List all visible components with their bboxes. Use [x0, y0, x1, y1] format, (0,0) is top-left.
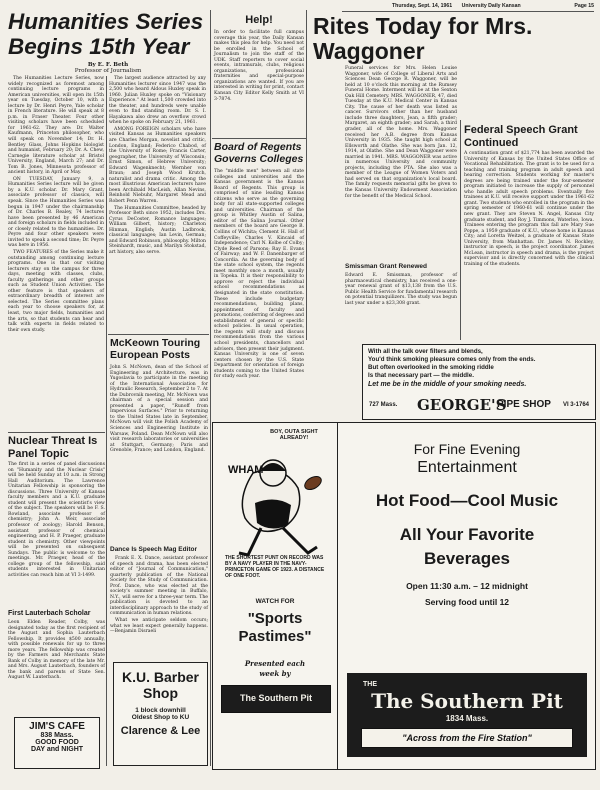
sports-title-1: "Sports	[247, 610, 303, 627]
regents-headline: Board of Regents Governs Colleges	[214, 141, 304, 165]
barber-title: K.U. Barber Shop	[121, 669, 200, 701]
sports-pastimes-panel	[213, 423, 338, 769]
southern-pit-ad	[212, 422, 596, 770]
jims-cafe-ad	[14, 717, 100, 769]
player-leg-2	[239, 528, 261, 555]
presented-each: Presented each	[244, 659, 306, 668]
nuclear-rule	[8, 432, 105, 433]
nuclear-headline: Nuclear Threat Is Panel Topic	[8, 435, 98, 460]
ent-line-5: Beverages	[423, 549, 510, 568]
humanities-col-1	[8, 76, 104, 429]
pit-address: 1834 Mass.	[445, 714, 489, 723]
ent-line-3: Hot Food—Cool Music	[375, 491, 559, 510]
pit-big-name: The Southern Pit	[371, 689, 563, 713]
dance-text: Frank E. X. Dance, assistant professor of speech and drama, has been elected editor of "Journal of Communication," quarterly publication of the National Society for the Study of Communication. Prof. Dance, who was elected at the society's summer meeting in Buffalo, N.Y., will serve for a three-year term. The publication is devoted to an interdisciplinary approach to the study of communication in human relations.	[110, 556, 208, 617]
pit-serving: Serving food until 12	[424, 597, 510, 607]
col-rule-4	[460, 120, 461, 340]
mckeown-headline: McKeown Touring European Posts	[110, 337, 201, 361]
george-line2: You'd think smoking pleasure comes only from the ends.	[368, 356, 536, 363]
header-paper: University Daily Kansan	[461, 3, 521, 9]
george-address: 727 Mass.	[369, 402, 398, 408]
george-name: GEORGE'S	[417, 396, 507, 414]
southern-pit-logo	[347, 673, 587, 757]
dance-quote: What we anticipate seldom occurs; what we least expect generally happens.—Benjamin Disraeli	[110, 618, 208, 635]
player-jersey	[255, 499, 291, 528]
lauterbach-body: Leon Elden Reader, Colby, was designated today as the first recipient of the August and Sophia Lauterbach Fellowship. It provides $500 annually, with possible renewals for up to three more years. The fellowship was created by the Farmers and Merchants State Bank of Colby in memory of the late Mr. and Mrs. August Lauterbach, founders of the bank and parents of State Sen. August W. Lauterbach.	[8, 620, 105, 681]
sports-title-2: Pastimes"	[238, 628, 312, 645]
dance-headline: Dance Is Speech Mag Editor	[110, 546, 198, 553]
smissman-body: Edward E. Smissman, professor of pharmaceutical chemistry, has received a one-year renewal grant of $13,138 from the U.S. Public Health Service for fundamental research on potential tranquilizers. The study was begun last year under a $23,308 grant.	[345, 273, 457, 306]
col-rule-2	[210, 10, 211, 766]
barber-line2: Oldest Shop to KU	[131, 714, 190, 721]
federal-headline: Federal Speech Grant Continued	[464, 124, 578, 149]
barber-line3: Clarence & Lee	[120, 725, 201, 737]
week-by: week by	[259, 669, 291, 678]
george-phone: VI 3-1764	[562, 402, 589, 408]
pit-across: "Across from the Fire Station"	[402, 733, 532, 743]
help-rule	[212, 138, 306, 139]
byline-name: By E. F. Beth	[87, 62, 129, 68]
mckeown-body: John S. McNown, dean of the School of Engineering and Architecture, was in Yugoslavia to participate in the meeting of the International Association for Hydraulic Research, September 2 to 7. At the Dubrovnik meeting, Mr. McNown was chairman of a special session and presented a paper, "Runoff from Impervious Surfaces." Prior to returning to the United States late in September, McNown will visit the Polish Academy of Sciences and Engineering Institute in Warsaw, Poland. Dean McNown will also visit research laboratories or universities at Stuttgart, Germany; Paris and Grenoble, France; and London, England.	[110, 365, 208, 454]
humanities-headline: Humanities Series Begins 15th Year	[8, 9, 204, 59]
georges-pipe-shop-ad	[362, 344, 596, 420]
george-line1: With all the talk over filters and blends,	[368, 348, 483, 355]
jims-title: JIM'S CAFE	[29, 721, 85, 732]
player-leg	[283, 528, 317, 553]
humanities-body-3: TWO FEATURES of the Series make it outstanding among continuing lecture programs. One is that our visiting lecturers stay on the campus for three days, meeting with classes, clubs, faculty gatherings and other groups such as Student Union Activities. The other feature is that speakers of extraordinary breadth of interest are selected. The Series committee plans each year to choose speakers for, at least, two major fields, humanities and the arts, so that students can hear and talk with experts in fields related to their own study.	[8, 249, 104, 333]
federal-body: A continuation grant of $21,774 has been awarded the University of Kansas by the United States Office of Vocational Rehabilitation. The grant is to be used for a teaching and training program in adult speech and hearing correction. Students working for master's degrees are being trained under the four-semester program initiated to increase the supply of personnel who handle adult speech problems. Eventually five trainees at K.U. will receive support under the 1961-62 grant. Two students who enrolled in the program in the spring semester of 1960-61 will continue under the new grant. They are Steven N. Angel, Kansas City graduate student, and Roy J. Timmons, Waterloo, Iowa. Trainees entering the program this fall are Mary Sue Poppe, a 1959 graduate of K.U., whose home is Kansas City; and Loretta Weitzel, a graduate of Kansas State University, from Manhattan. Dr. James N. Rockley, instructor in speech, is the project coordinator. James McLean, instructor in speech and drama, is the project supervisor and is directly concerned with the clinical training of the students.	[464, 151, 594, 267]
dance-body	[110, 556, 208, 635]
page-header	[392, 3, 594, 11]
ent-line-2: Entertainment	[417, 459, 517, 476]
humanities-body-2: ON TUESDAY, January 9, a Humanities Series lecture will be given by a K.U. scholar. Dr. Mary Grant, associate professor of classics, will speak. Since the Humanities Series was begun in 1947 under the chairmanship of Dr. Charles B. Realey, 74 lectures have been presented by 46 American and foreign scholars in fields included in or closely related to the humanities. Dr. Peyre and four other speakers were invited to speak a second time; Dr. Peyre was here in 1956.	[8, 176, 104, 249]
col-rule-1	[106, 76, 107, 766]
mckeown-rule	[108, 334, 209, 335]
george-line4: Is that necessary part — the middle.	[368, 372, 474, 379]
header-date: Thursday, Sept. 14, 1961	[392, 3, 453, 9]
george-line3: But often overlooked in the smoking riddle	[368, 364, 494, 371]
cartoon-speech: BOY, OUTA SIGHT ALREADY!	[270, 429, 318, 441]
whump-text: WHAM	[228, 464, 264, 476]
humanities-body-5: AMONG FOREIGN scholars who have visited Kansas as Humanities speakers are Charles Morgan, novelist and critic, London, England; Federico Chabod, of the University of Rome; Francis Carter, geographer, the University of Wisconsin; Ernst Simon, of Hebrew University; Edward Wagenknecht; Wernher von Braun; and Joseph Wood Krutch, naturalist and drama critic. Among the most illustrious American lecturers have been Archibald MacLeish, Allan Nevins, Reinhold Niebuhr, Margaret Mead and Robert Penn Warren.	[109, 126, 206, 205]
header-rule	[342, 11, 594, 12]
watch-for: WATCH FOR	[255, 598, 295, 605]
george-name2: PIPE SHOP	[497, 399, 551, 410]
barber-shop-ad	[113, 662, 208, 766]
pit-the: THE	[363, 681, 377, 688]
header-page: Page 15	[574, 3, 594, 9]
jims-line2: DAY and NIGHT	[30, 746, 84, 753]
smissman-headline: Smissman Grant Renewed	[345, 263, 427, 270]
humanities-col-2	[109, 76, 206, 331]
barber-line1: 1 block downhill	[135, 707, 186, 714]
col-rule-3	[306, 10, 307, 340]
jims-address: 838 Mass.	[40, 732, 74, 739]
cartoon-caption: THE SHORTEST PUNT ON RECORD WAS BY A NAVY PLAYER IN THE NAVY-PRINCETON GAME OF 1923. A DISTANCE OF ONE FOOT.	[225, 555, 325, 579]
help-body: In order to facilitate full campus coverage this year, the Daily Kansan makes this plea for help. You need not be enrolled in the School of Journalism to join the staff of the UDK. Staff reporters to cover social events, intramurals, clubs, religious organizations, professional fraternities and special-purpose organizations are wanted. If you are interested in writing for print, contact Kansan City Editor Kelly Smith at VI 3-7874.	[214, 30, 304, 102]
football-icon	[302, 474, 323, 493]
regents-body: The "middle men" between all state colleges and universities and the Kansas government is the Kansas Board of Regents. This group is comprised of nine leading Kansas citizens who serve as the governing body for all state-supported colleges and universities. Chairman of the group is Whitley Austin of Salina, editor of the Salina Journal. Other members of the board are George B. Collins of Wichita; Clement H. Hall of Coffeyville; Charles V. Kincaid of Independence; Carl N. Kolbe of Colby; Clyde Reed of Parsons; Ray E. Evans of Fairway; and W. F. Danenbarger of Concordia. As the governing body of the state school system, the regents meet monthly once a month, usually in Topeka. It is their responsibility to approve or reject the individual school recommendations as designated in the state constitution. These include budgetary recommendations, building plans, appointment of faculty and promotions, conferring of degrees and establishment of general or specific school policies. In usual operation, the regents will study and discuss recommendations from the various school presidents, chancellors and advisers, then present their judgment. Kansas University is one of seven centers chosen by the U.S. State Department for orientation of foreign students coming to the United States for study each year.	[214, 169, 304, 380]
entertainment-panel	[339, 423, 595, 769]
nuclear-body: The first in a series of panel discussions on "Humanity and the Nuclear Crisis" will be held Sunday at 10 a.m. in Strong Hall Auditorium. The Lawrence Unitarian Fellowship is sponsoring the discussions. Three University of Kansas faculty members and a K.U. graduate student will present the scientist's view of the subject. The speakers will be F. S. Rowland, associate professor of chemistry; John A. Weir, associate professor of zoology; Harold Benson, assistant professor of chemical engineering; and H. P. Praeger, graduate student in chemistry. Other viewpoints will be presented on subsequent Sundays. The public is welcome to the meetings. Mr. Praeger, head of the college group of the fellowship, said students interested in Unitarian activities can reach him at VI 3-1499.	[8, 462, 105, 578]
humanities-body-1: The Humanities Lecture Series, now widely recognized as foremost among continuing lecture programs in American universities, will open its 15th year on Tuesday, October 10, with a lecture by Dr. Henri Peyre, Yale scholar in French literature. He will speak at 8 p.m. in Fraser Theater. Four other visiting scholars have been scheduled for 1961-62. They are: Dr. Walter Kaufmann, Princeton philosopher, who will speak on November 14; Dr. H. Bentley Glass, Johns Hopkins biologist and humanist, February 20; Dr. A. Chew, Carnegie literature scholar at Bristol University, England, March 27; and Dr. Tom B. Jones, Minnesota professor of ancient history, in April or May.	[8, 76, 104, 176]
george-nameplate	[369, 398, 589, 412]
ent-line-1: For Fine Evening	[413, 441, 521, 457]
southern-pit-small-logo	[221, 685, 331, 713]
george-tagline: Let me be in the middle of your smoking needs.	[368, 381, 527, 388]
jims-line1: GOOD FOOD	[35, 739, 79, 746]
humanities-body-6: The Humanities Committee, headed by Professor Beth since 1952, includes Drs. Cyrus DeCoster, Romance languages; William Gilbert, history; Charleton Hinman, English; Austin Ladbrook, classical languages; Ian Levin, German; and Edward Robinson, philosophy. Milton Steinhardt, music, and Marilyn Stokstad, art history, also serve.	[109, 205, 206, 255]
rites-body: Funeral services for Mrs. Helen Louise Waggoner, wife of College of Liberal Arts and Sciences Dean George R. Waggoner, will be held at 10 o'clock this morning at the Rumsey Funeral Home. Interment will be at the Sexton Oak Hill Cemetery. MRS. WAGGONER, 47, died Tuesday at the K.U. Medical Center in Kansas City. The cause of her death was listed as cancer. Survivors other than her husband include three daughters, Jean, a fifth grader; Margaret, an eighth grader; and Sarah, a third grader, all of the home. Mrs. Waggoner received her A.B. degree from Kansas University in 1935. She taught high school at Ellsworth and Olathe. She was born Jan. 12, 1914, at Olathe. She and Dean Waggoner were married in 1941. MRS. WAGGONER was active in numerous University and community projects, including the PTA. She also was a member of the League of Women Voters and had served on that organization's local board. The family requests memorial gifts be given to the Kansas University Endowment Association for the benefit of the Medical School.	[345, 66, 457, 199]
byline-role: Professor of Journalism	[74, 68, 142, 74]
pit-hours: Open 11:30 a.m. – 12 midnight	[406, 581, 528, 591]
pit-across-box	[361, 728, 573, 748]
lauterbach-headline: First Lauterbach Scholar	[8, 610, 91, 617]
rites-headline: Rites Today for Mrs. Waggoner	[313, 13, 533, 64]
small-logo-text: The Southern Pit	[240, 693, 312, 703]
football-cartoon	[213, 443, 337, 563]
humanities-byline	[8, 62, 208, 74]
ent-line-4: All Your Favorite	[399, 525, 535, 544]
humanities-body-4: The largest audience attracted by any Humanities lecturer since 1947 was the 2,500 who heard Aldous Huxley speak in 1960. Julian Huxley spoke on "Visionary Experience." At least 1,500 crowded into the theater, and hundreds were unable even to find standing room. Dr. S. I. Hayakawa also drew an overflow crowd when he spoke on February 21, 1961.	[109, 76, 206, 126]
help-headline: Help!	[245, 14, 273, 26]
